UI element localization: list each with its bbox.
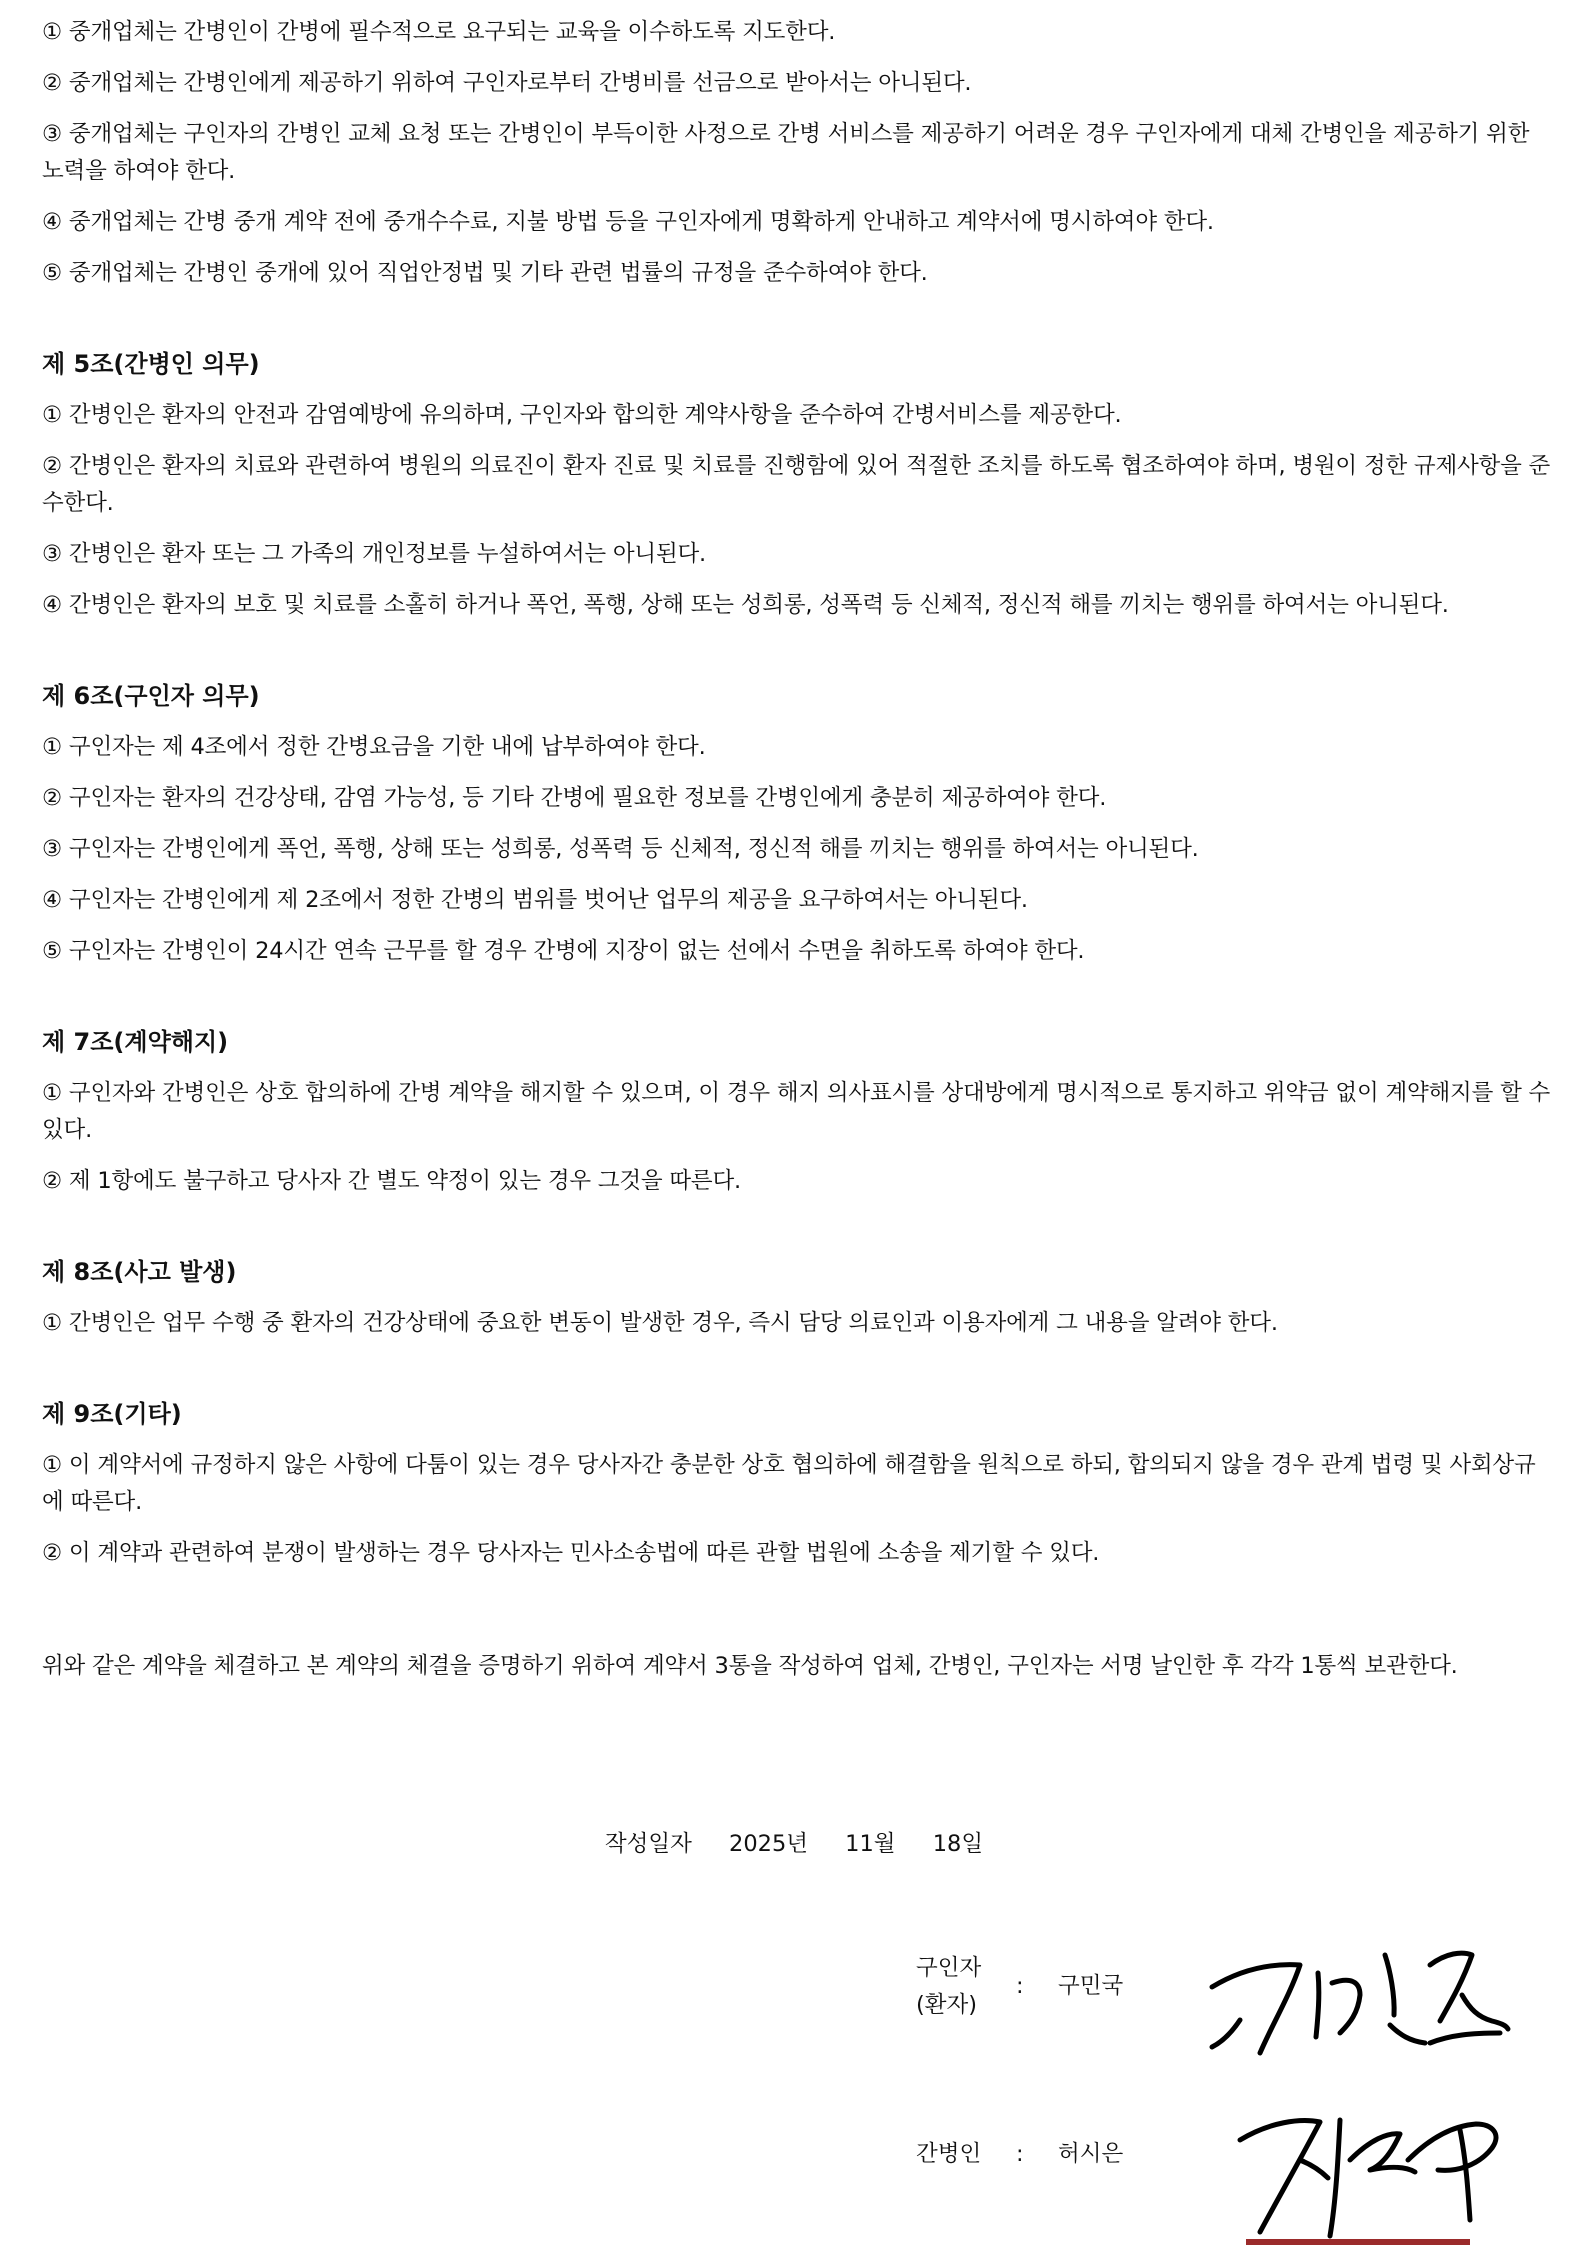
clause-item: ⑤ 구인자는 간병인이 24시간 연속 근무를 할 경우 간병에 지장이 없는 선에서 수면을 취하도록 하여야 한다. — [42, 938, 1085, 964]
date-year: 2025년 — [729, 1831, 809, 1857]
signatory-name: 허시은 — [1058, 2141, 1124, 2167]
signature-patient — [1200, 1925, 1530, 2075]
section-article-6 — [42, 678, 1556, 970]
clause-item: ④ 간병인은 환자의 보호 및 치료를 소홀히 하거나 폭언, 폭행, 상해 또는 성희롱, 성폭력 등 신체적, 정신적 해를 끼치는 행위를 하여서는 아니된다. — [42, 592, 1449, 618]
closing-statement: 위와 같은 계약을 체결하고 본 계약의 체결을 증명하기 위하여 계약서 3통을 작성하여 업체, 간병인, 구인자는 서명 날인한 후 각각 1통씩 보관한다. — [42, 1653, 1458, 1679]
clause-item: ② 구인자는 환자의 건강상태, 감염 가능성, 등 기타 간병에 필요한 정보를 간병인에게 충분히 제공하여야 한다. — [42, 785, 1107, 811]
date-day: 18일 — [932, 1831, 984, 1857]
footer-accent-bar — [1246, 2239, 1470, 2245]
clause-item: ③ 구인자는 간병인에게 폭언, 폭행, 상해 또는 성희롱, 성폭력 등 신체적, 정신적 해를 끼치는 행위를 하여서는 아니된다. — [42, 836, 1199, 862]
contract-document — [42, 14, 1556, 1699]
clause-item: ⑤ 중개업체는 간병인 중개에 있어 직업안정법 및 기타 관련 법률의 규정을 준수하여야 한다. — [42, 260, 928, 286]
date-label: 작성일자 — [604, 1831, 692, 1857]
separator-colon: : — [1016, 1973, 1024, 1999]
section-article-8 — [42, 1254, 1556, 1342]
role-line: (환자) — [916, 1992, 978, 2018]
role-line: 구인자 — [916, 1955, 982, 1981]
clause-item: ③ 중개업체는 구인자의 간병인 교체 요청 또는 간병인이 부득이한 사정으로 간병 서비스를 제공하기 어려운 경우 구인자에게 대체 간병인을 제공하기 위한 노력을 하여야 한다. — [42, 121, 1530, 184]
section-article-9 — [42, 1396, 1556, 1572]
intro-clauses — [42, 14, 1556, 292]
clause-item: ① 구인자는 제 4조에서 정한 간병요금을 기한 내에 납부하여야 한다. — [42, 734, 706, 760]
clause-item: ① 간병인은 업무 수행 중 환자의 건강상태에 중요한 변동이 발생한 경우, 즉시 담당 의료인과 이용자에게 그 내용을 알려야 한다. — [42, 1310, 1278, 1336]
section-article-5 — [42, 346, 1556, 624]
clause-item: ③ 간병인은 환자 또는 그 가족의 개인정보를 누설하여서는 아니된다. — [42, 541, 706, 567]
clause-item: ④ 구인자는 간병인에게 제 2조에서 정한 간병의 범위를 벗어난 업무의 제공을 요구하여서는 아니된다. — [42, 887, 1028, 913]
signatory-role: 간병인 — [916, 2141, 982, 2167]
clause-item: ② 중개업체는 간병인에게 제공하기 위하여 구인자로부터 간병비를 선금으로 받아서는 아니된다. — [42, 70, 972, 96]
section-title: 제 5조(간병인 의무) — [42, 350, 260, 378]
clause-item: ② 이 계약과 관련하여 분쟁이 발생하는 경우 당사자는 민사소송법에 따른 관할 법원에 소송을 제기할 수 있다. — [42, 1540, 1100, 1566]
clause-item: ④ 중개업체는 간병 중개 계약 전에 중개수수료, 지불 방법 등을 구인자에게 명확하게 안내하고 계약서에 명시하여야 한다. — [42, 209, 1214, 235]
section-title: 제 9조(기타) — [42, 1400, 182, 1428]
clause-item: ① 구인자와 간병인은 상호 합의하에 간병 계약을 해지할 수 있으며, 이 경우 해지 의사표시를 상대방에게 명시적으로 통지하고 위약금 없이 계약해지를 할 수 있다. — [42, 1080, 1551, 1143]
clause-item: ① 간병인은 환자의 안전과 감염예방에 유의하며, 구인자와 합의한 계약사항을 준수하여 간병서비스를 제공한다. — [42, 402, 1122, 428]
signature-caregiver — [1230, 2100, 1520, 2240]
clause-item: ② 제 1항에도 불구하고 당사자 간 별도 약정이 있는 경우 그것을 따른다. — [42, 1168, 741, 1194]
separator-colon: : — [1016, 2141, 1024, 2167]
section-title: 제 8조(사고 발생) — [42, 1258, 237, 1286]
date-line — [0, 1826, 1588, 1863]
signatory-name: 구민국 — [1058, 1973, 1124, 1999]
clause-item: ① 이 계약서에 규정하지 않은 사항에 다툼이 있는 경우 당사자간 충분한 상호 협의하에 해결함을 원칙으로 하되, 합의되지 않을 경우 관계 법령 및 사회상규에 따른다. — [42, 1452, 1536, 1515]
section-title: 제 7조(계약해지) — [42, 1028, 229, 1056]
section-title: 제 6조(구인자 의무) — [42, 682, 260, 710]
section-article-7 — [42, 1024, 1556, 1200]
date-month: 11월 — [845, 1831, 896, 1857]
clause-item: ② 간병인은 환자의 치료와 관련하여 병원의 의료진이 환자 진료 및 치료를 진행함에 있어 적절한 조치를 하도록 협조하여야 하며, 병원이 정한 규제사항을 준수한다. — [42, 453, 1551, 516]
signatory-role — [916, 1950, 1006, 2024]
clause-item: ① 중개업체는 간병인이 간병에 필수적으로 요구되는 교육을 이수하도록 지도한다. — [42, 19, 836, 45]
